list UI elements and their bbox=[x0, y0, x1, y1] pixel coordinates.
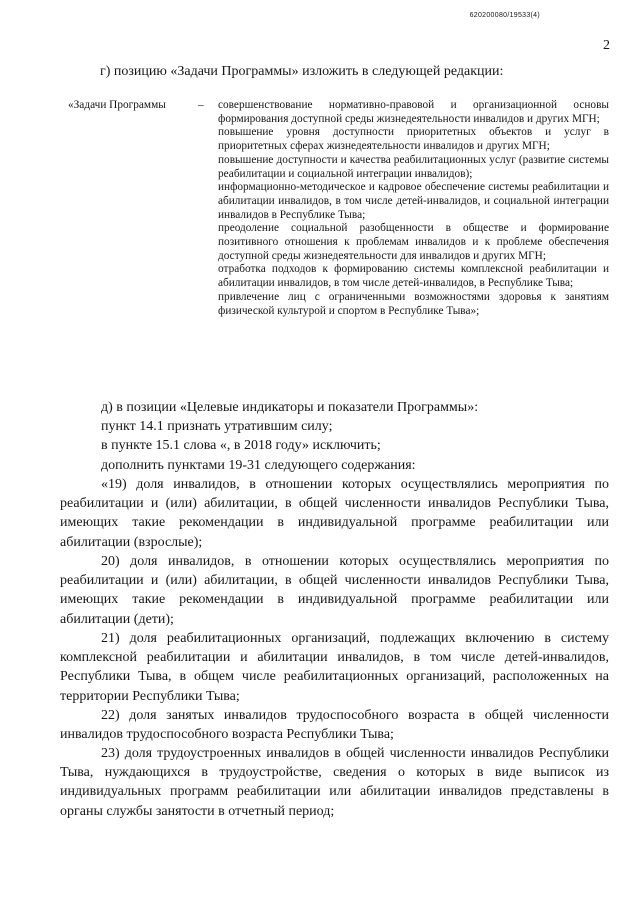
task-item: повышение уровня доступности приоритетных объектов и услуг в приоритетных сферах жизнедеятельности инвалидов и других МГН; bbox=[218, 126, 609, 153]
section-d-line: пункт 14.1 признать утратившим силу; bbox=[101, 419, 333, 435]
task-item: совершенствование нормативно-правовой и организационной основы формирования доступной среды жизнедеятельности инвалидов и других МГН; bbox=[218, 99, 609, 125]
task-item: информационно-методическое и кадровое обеспечение системы реабилитации и абилитации инвалидов, в том числе детей-инвалидов, и социальной интеграции инвалидов в Республике Тыва; bbox=[218, 181, 609, 221]
point-22 bbox=[60, 706, 609, 744]
point-paragraph: 21) доля реабилитационных организаций, подлежащих включению в систему комплексной реабилитации и абилитации инвалидов, в том числе детей-инвалидов, Республики Тыва, в общем числе реабилитационных организаций, расположенных на территории Республики Тыва; bbox=[60, 631, 609, 704]
document-id: 620200080/19533(4) bbox=[469, 12, 540, 19]
tasks-list bbox=[218, 99, 609, 318]
task-item: отработка подходов к формированию системы комплексной реабилитации и абилитации инвалидов, в том числе детей-инвалидов, в Республике Тыва; bbox=[218, 263, 609, 290]
point-20 bbox=[60, 552, 609, 629]
point-21 bbox=[60, 629, 609, 706]
task-item: привлечение лиц с ограниченными возможностями здоровья к занятиям физической культурой и спортом в Республике Тыва»; bbox=[218, 290, 609, 317]
section-d-line: в пункте 15.1 слова «, в 2018 году» исключить; bbox=[101, 438, 381, 454]
section-d bbox=[60, 398, 609, 475]
tasks-label: «Задачи Программы bbox=[68, 99, 166, 111]
tasks-dash: – bbox=[198, 99, 204, 111]
page-number: 2 bbox=[603, 38, 610, 53]
point-23 bbox=[60, 744, 609, 821]
section-d-heading: д) в позиции «Целевые индикаторы и показатели Программы»: bbox=[101, 400, 479, 415]
task-item: преодоление социальной разобщенности в обществе и формирование позитивного отношения к проблемам инвалидов и к проблеме обеспечения доступной среды жизнедеятельности для инвалидов и других МГН; bbox=[218, 222, 609, 262]
task-item: повышение доступности и качества реабилитационных услуг (развитие системы реабилитации и социальной интеграции инвалидов); bbox=[218, 153, 609, 180]
intro-line: г) позицию «Задачи Программы» изложить в следующей редакции: bbox=[100, 64, 504, 79]
point-paragraph: 22) доля занятых инвалидов трудоспособного возраста в общей численности инвалидов трудоспособного возраста Республики Тыва; bbox=[60, 708, 609, 743]
point-paragraph: «19) доля инвалидов, в отношении которых осуществлялись мероприятия по реабилитации и (или) абилитации, в общей численности инвалидов Республики Тыва, имеющих такие рекомендации в индивидуальной программе реабилитации или абилитации (взрослые); bbox=[60, 477, 609, 550]
point-19 bbox=[60, 475, 609, 552]
section-d-line: дополнить пунктами 19-31 следующего содержания: bbox=[101, 457, 416, 473]
point-paragraph: 23) доля трудоустроенных инвалидов в общей численности инвалидов Республики Тыва, нуждающихся в трудоустройстве, сведения о которых в виде выписок из индивидуальных программ реабилитации или абилитации инвалидов представлены в органы службы занятости в отчетный период; bbox=[60, 746, 609, 819]
point-paragraph: 20) доля инвалидов, в отношении которых осуществлялись мероприятия по реабилитации и (или) абилитации, в общей численности инвалидов Республики Тыва, имеющих такие рекомендации в индивидуальной программе реабилитации или абилитации (дети); bbox=[60, 554, 609, 627]
